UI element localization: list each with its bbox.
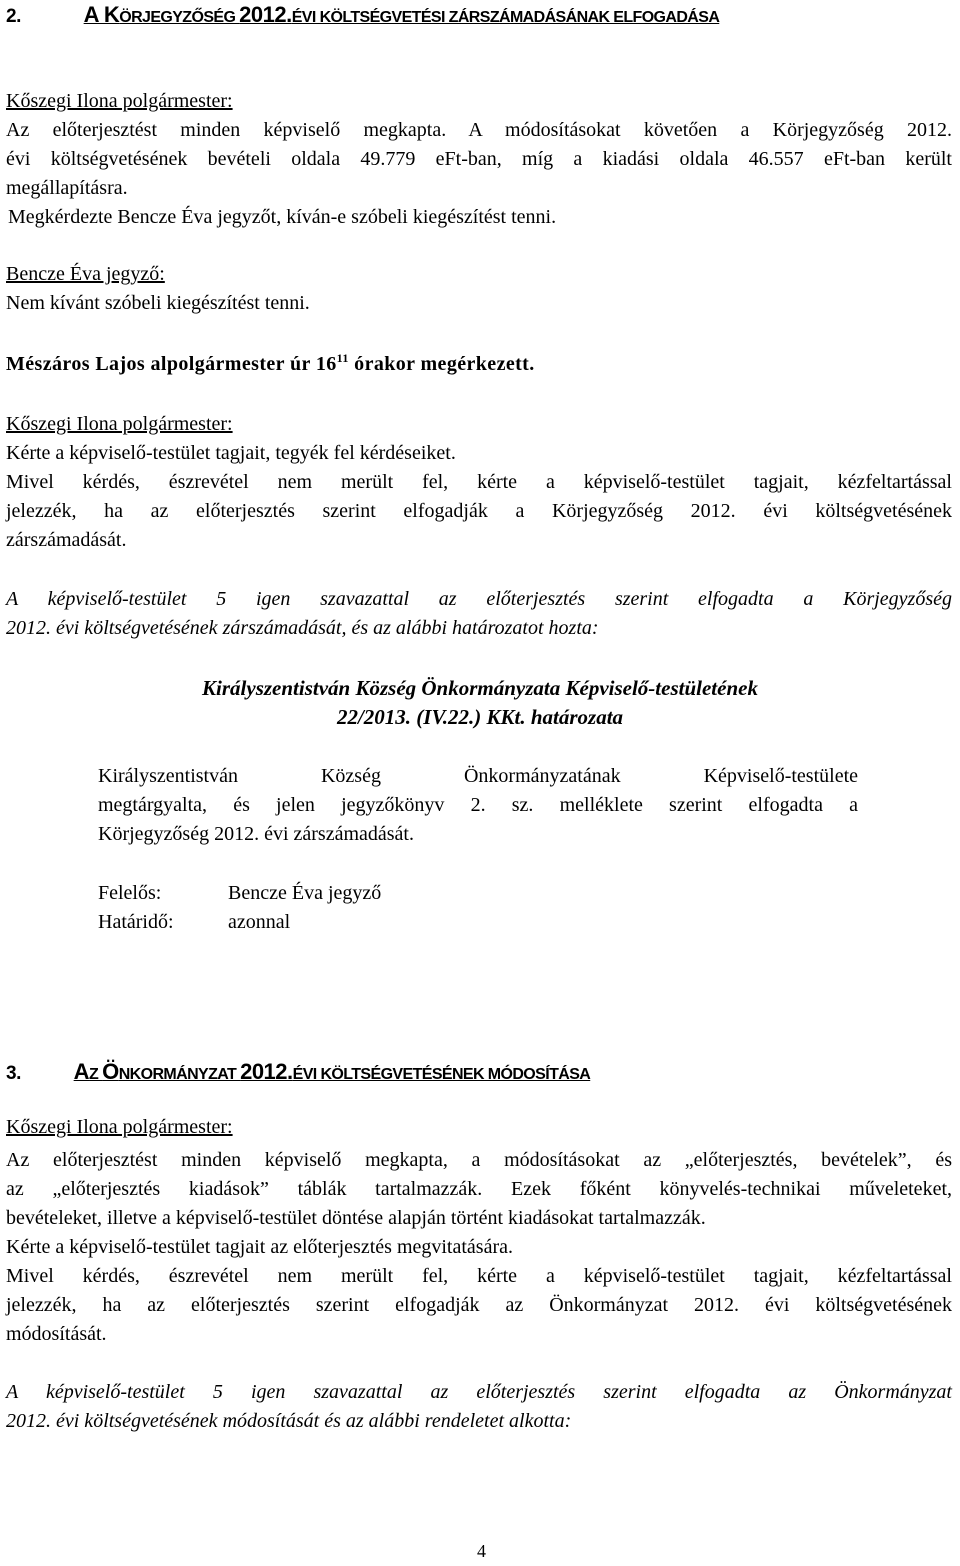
vote-result-line: 2012. évi költségvetésének zárszámadását, és az alábbi határozatot hozta: bbox=[6, 617, 599, 639]
section-3-title-part: ÉVI KÖLTSÉGVETÉSÉNEK MÓDOSÍTÁSA bbox=[292, 1066, 591, 1083]
paragraph-line: Az előterjesztést minden képviselő megkapta. A módosításokat követően a Körjegyzőség 2012. bbox=[6, 119, 952, 141]
section-2-title-year: 2012. bbox=[239, 2, 292, 27]
section-3-title bbox=[73, 1059, 591, 1084]
page-number: 4 bbox=[477, 1541, 486, 1561]
section-3-heading bbox=[6, 1057, 590, 1089]
resolution-text-line: Körjegyzőség 2012. évi zárszámadását. bbox=[98, 823, 414, 845]
section-3-title-year: 2012. bbox=[240, 1059, 293, 1084]
speaker-label: Bencze Éva jegyző: bbox=[6, 263, 165, 285]
paragraph-line: zárszámadását. bbox=[6, 529, 127, 551]
resolution-text-line: megtárgyalta, és jelen jegyzőkönyv 2. sz. melléklete szerint elfogadta a bbox=[98, 794, 858, 816]
section-3-title-part: NKORMÁNYZAT bbox=[118, 1066, 241, 1083]
paragraph-line: Nem kívánt szóbeli kiegészítést tenni. bbox=[6, 292, 310, 314]
resolution-text-line: Királyszentistván Község Önkormányzatának Képviselő-testülete bbox=[98, 765, 858, 787]
paragraph-line: bevételeket, illetve a képviselő-testület döntése alapján történt kiadásokat tartalmazzák. bbox=[6, 1207, 706, 1229]
speaker-label: Kőszegi Ilona polgármester: bbox=[6, 1116, 233, 1138]
section-3-title-part: Ö bbox=[102, 1059, 119, 1084]
paragraph-line: az „előterjesztés kiadások” táblák tartalmazzák. Ezek főként könyvelés-technikai műveleteket, bbox=[6, 1178, 952, 1200]
vote-result-line: A képviselő-testület 5 igen szavazattal az előterjesztés szerint elfogadta az Önkormányzat bbox=[6, 1381, 952, 1403]
arrival-time-minutes: 11 bbox=[336, 351, 349, 365]
section-3-title-part: A bbox=[73, 1059, 90, 1084]
paragraph-line: Kérte a képviselő-testület tagjait, tegyék fel kérdéseiket. bbox=[6, 442, 456, 464]
arrival-text: órakor megérkezett. bbox=[348, 353, 535, 375]
section-2-title-part: ÖRJEGYZŐSÉG bbox=[119, 9, 240, 26]
responsible-value: Bencze Éva jegyző bbox=[228, 882, 382, 904]
paragraph-line: Megkérdezte Bencze Éva jegyzőt, kíván-e szóbeli kiegészítést tenni. bbox=[8, 206, 557, 228]
resolution-title: Királyszentistván Község Önkormányzata Képviselő-testületének bbox=[202, 676, 758, 700]
section-3-number: 3. bbox=[6, 1063, 21, 1084]
section-2-title bbox=[83, 2, 720, 27]
deadline-label: Határidő: bbox=[98, 911, 174, 933]
paragraph-line: megállapításra. bbox=[6, 177, 128, 199]
paragraph-line: Kérte a képviselő-testület tagjait az előterjesztés megvitatására. bbox=[6, 1236, 513, 1258]
paragraph-line: Mivel kérdés, észrevétel nem merült fel, kérte a képviselő-testület tagjait, kézfeltartással bbox=[6, 471, 952, 493]
speaker-label: Kőszegi Ilona polgármester: bbox=[6, 413, 233, 435]
paragraph-line: Mivel kérdés, észrevétel nem merült fel, kérte a képviselő-testület tagjait, kézfeltartással bbox=[6, 1265, 952, 1287]
section-2-title-part: A K bbox=[83, 2, 120, 27]
arrival-text: Mészáros Lajos alpolgármester úr 16 bbox=[6, 353, 337, 375]
paragraph-line: jelezzék, ha az előterjesztés szerint elfogadják az Önkormányzat 2012. évi költségvetésének bbox=[6, 1294, 952, 1316]
arrival-note bbox=[6, 350, 535, 379]
speaker-label: Kőszegi Ilona polgármester: bbox=[6, 90, 233, 112]
deadline-value: azonnal bbox=[228, 911, 291, 933]
section-2-title-part: ÉVI KÖLTSÉGVETÉSI ZÁRSZÁMADÁSÁNAK ELFOGADÁSA bbox=[291, 9, 720, 26]
section-3-title-part: Z bbox=[89, 1066, 103, 1083]
responsible-label: Felelős: bbox=[98, 882, 162, 904]
paragraph-line: Az előterjesztést minden képviselő megkapta, a módosításokat az „előterjesztés, bevételek”, és bbox=[6, 1149, 952, 1171]
paragraph-line: módosítását. bbox=[6, 1323, 107, 1345]
vote-result-line: 2012. évi költségvetésének módosítását és az alábbi rendeletet alkotta: bbox=[6, 1410, 572, 1432]
paragraph-line: jelezzék, ha az előterjesztés szerint elfogadják a Körjegyzőség 2012. évi költségvetésének bbox=[6, 500, 952, 522]
section-2-number: 2. bbox=[6, 6, 21, 27]
paragraph-line: évi költségvetésének bevételi oldala 49.779 eFt-ban, míg a kiadási oldala 46.557 eFt-ban került bbox=[6, 148, 952, 170]
resolution-number: 22/2013. (IV.22.) KKt. határozata bbox=[336, 705, 624, 729]
vote-result-line: A képviselő-testület 5 igen szavazattal az előterjesztés szerint elfogadta a Körjegyzőség bbox=[6, 588, 952, 610]
section-2-heading bbox=[6, 0, 719, 32]
